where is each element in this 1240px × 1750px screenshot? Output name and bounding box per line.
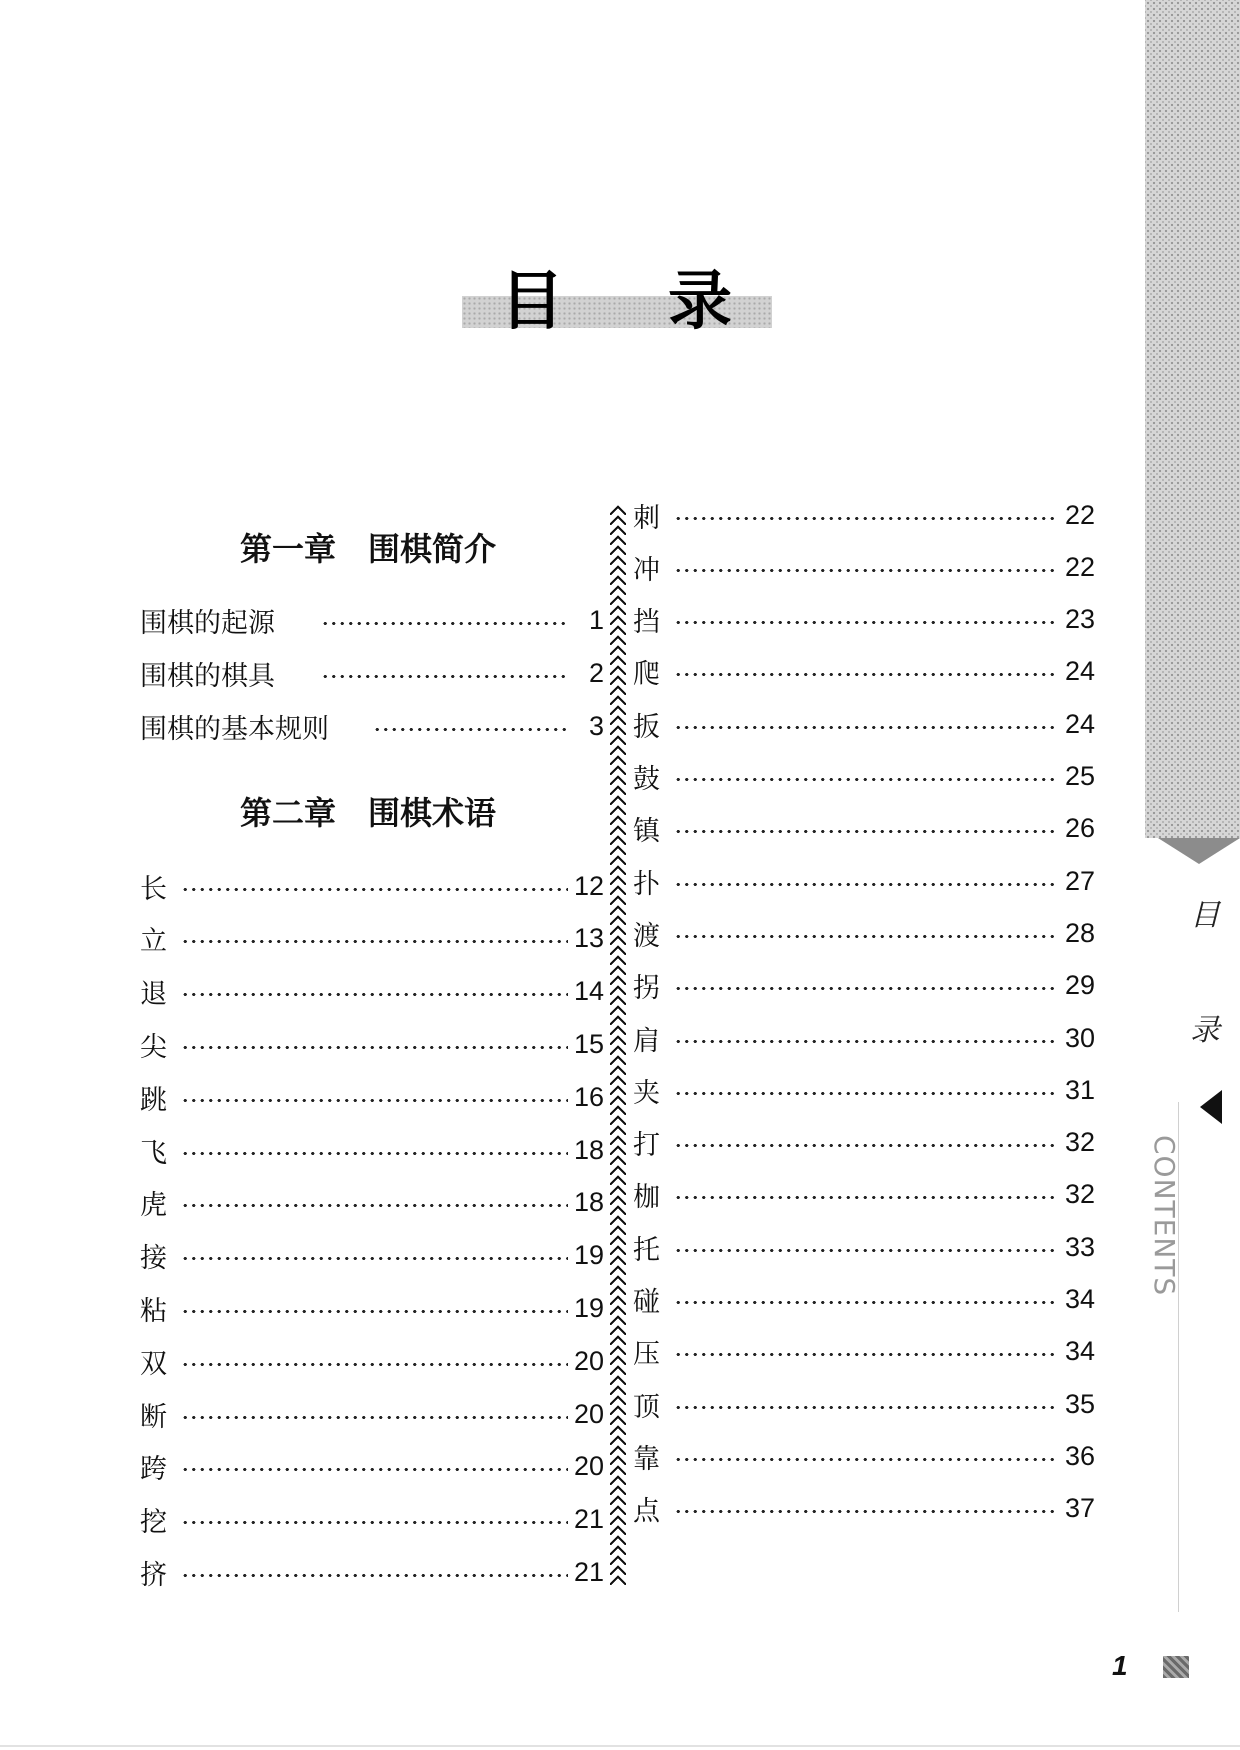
chapter-heading: 第一章 围棋简介 [240, 530, 497, 568]
page-title-char-2: 录 [668, 265, 732, 339]
toc-entry [633, 706, 1095, 742]
dot-leader [674, 935, 1059, 938]
toc-entry [633, 915, 1095, 951]
toc-entry-label: 挡 [633, 607, 660, 639]
toc-entry-page: 34 [1064, 1284, 1095, 1314]
dot-leader [674, 1353, 1059, 1356]
toc-entry-page: 13 [573, 923, 604, 954]
dot-leader [674, 778, 1059, 781]
toc-entry-page: 12 [573, 870, 604, 901]
toc-entry [140, 602, 604, 638]
toc-entry-label: 刺 [633, 502, 660, 534]
toc-entry [633, 1334, 1095, 1370]
toc-entry-page: 15 [573, 1028, 604, 1059]
toc-entry-page: 3 [588, 710, 604, 741]
triangle-left-icon [1200, 1090, 1222, 1124]
toc-entry-page: 19 [573, 1240, 604, 1271]
side-tab-char-2: 录 [1190, 1013, 1220, 1048]
dot-leader [674, 1406, 1059, 1409]
toc-entry [140, 1396, 604, 1432]
toc-entry-page: 24 [1064, 656, 1095, 687]
dot-leader [181, 1468, 568, 1471]
toc-entry-page: 21 [573, 1504, 604, 1535]
toc-entry-page: 24 [1064, 708, 1095, 739]
page-title-char-1: 目 [500, 265, 564, 339]
toc-entry [140, 1502, 604, 1538]
edge-point-decoration [1158, 838, 1240, 864]
dot-leader [674, 517, 1059, 520]
chapter-heading: 第二章 围棋术语 [240, 794, 497, 832]
bottom-rule [0, 1745, 1240, 1747]
edge-texture [1145, 0, 1240, 838]
toc-entry [140, 708, 604, 744]
toc-entry-label: 跳 [140, 1084, 167, 1116]
dot-leader [181, 888, 568, 891]
toc-entry-label: 跨 [140, 1454, 167, 1486]
dot-leader [674, 726, 1059, 729]
dot-leader [674, 621, 1059, 624]
toc-entry [140, 1079, 604, 1115]
toc-entry [633, 602, 1095, 638]
toc-entry [633, 1491, 1095, 1527]
toc-entry-page: 26 [1064, 813, 1095, 844]
toc-entry-label: 拐 [633, 973, 660, 1005]
toc-entry [633, 549, 1095, 585]
toc-entry-page: 23 [1064, 604, 1095, 635]
toc-entry-label: 碰 [633, 1287, 660, 1318]
toc-entry-page: 27 [1064, 865, 1095, 896]
toc-entry-page: 31 [1064, 1074, 1095, 1105]
dot-leader [181, 940, 568, 943]
dot-leader [674, 1458, 1059, 1461]
toc-entry-page: 21 [573, 1556, 604, 1587]
toc-entry [140, 974, 604, 1010]
toc-entry [633, 759, 1095, 795]
toc-entry-label: 围棋的起源 [140, 607, 275, 639]
dot-leader [674, 883, 1059, 886]
dot-leader [674, 1301, 1059, 1304]
dot-leader [321, 622, 568, 625]
toc-entry-page: 20 [573, 1398, 604, 1429]
toc-entry-label: 爬 [633, 659, 660, 691]
dot-leader [674, 1092, 1059, 1095]
toc-entry-page: 32 [1064, 1179, 1095, 1210]
toc-entry-label: 托 [633, 1234, 660, 1266]
toc-entry-label: 围棋的基本规则 [140, 713, 329, 745]
dot-leader [674, 1249, 1059, 1252]
toc-entry-page: 37 [1064, 1493, 1095, 1524]
toc-entry [140, 1449, 604, 1485]
toc-entry-page: 36 [1064, 1440, 1095, 1471]
toc-entry-label: 长 [140, 873, 167, 905]
toc-entry [140, 655, 604, 691]
toc-entry-label: 渡 [633, 920, 660, 952]
toc-entry [633, 1229, 1095, 1265]
toc-entry-label: 压 [633, 1339, 660, 1371]
toc-entry-label: 扑 [633, 868, 660, 900]
toc-entry-label: 点 [633, 1496, 660, 1528]
toc-entry-page: 35 [1064, 1388, 1095, 1419]
dot-leader [674, 1144, 1059, 1147]
toc-entry-label: 镇 [633, 816, 660, 848]
dot-leader [181, 1521, 568, 1524]
toc-entry-page: 32 [1064, 1127, 1095, 1158]
dot-leader [674, 1040, 1059, 1043]
dot-leader [181, 1152, 568, 1155]
dot-leader [674, 1510, 1059, 1513]
toc-entry-label: 断 [140, 1401, 167, 1433]
dot-leader [181, 993, 568, 996]
dot-leader [181, 1099, 568, 1102]
toc-entry-page: 34 [1064, 1336, 1095, 1367]
dot-leader [674, 987, 1059, 990]
toc-entry-label: 顶 [633, 1391, 660, 1423]
toc-entry-page: 16 [573, 1081, 604, 1112]
toc-entry [140, 1554, 604, 1590]
toc-entry-label: 虎 [140, 1190, 167, 1222]
toc-entry [140, 1185, 604, 1221]
toc-entry [140, 921, 604, 957]
dot-leader [181, 1574, 568, 1577]
toc-entry-label: 靠 [633, 1443, 660, 1475]
toc-entry [633, 654, 1095, 690]
page-title [500, 250, 740, 339]
toc-entry-label: 挤 [140, 1559, 167, 1591]
toc-entry-page: 30 [1064, 1022, 1095, 1053]
toc-entry-label: 挖 [140, 1507, 167, 1539]
toc-entry [633, 1386, 1095, 1422]
toc-entry [633, 811, 1095, 847]
toc-entry-page: 22 [1064, 499, 1095, 530]
toc-entry-page: 33 [1064, 1231, 1095, 1262]
chevron-divider [610, 505, 626, 1585]
side-tab-english: CONTENTS [1148, 1135, 1181, 1297]
toc-entry-label: 双 [140, 1348, 167, 1380]
toc-entry [633, 863, 1095, 899]
dot-leader [674, 569, 1059, 572]
toc-entry [633, 1020, 1095, 1056]
toc-entry [633, 1125, 1095, 1161]
toc-entry-label: 冲 [633, 554, 660, 586]
toc-entry-label: 肩 [633, 1025, 660, 1057]
toc-entry [633, 1177, 1095, 1213]
dot-leader [181, 1257, 568, 1260]
toc-entry [633, 968, 1095, 1004]
toc-entry-page: 2 [588, 657, 604, 688]
toc-entry [633, 497, 1095, 533]
side-tab-char-1: 目 [1190, 898, 1220, 933]
toc-entry-page: 19 [573, 1292, 604, 1323]
toc-entry-label: 夹 [633, 1077, 660, 1109]
toc-entry-label: 围棋的棋具 [140, 660, 275, 692]
dot-leader [674, 830, 1059, 833]
toc-entry [140, 1290, 604, 1326]
dot-leader [181, 1046, 568, 1049]
dot-leader [373, 728, 568, 731]
dot-leader [181, 1204, 568, 1207]
toc-entry [140, 868, 604, 904]
toc-entry [140, 1238, 604, 1274]
page-number: 1 [1112, 1650, 1128, 1681]
toc-entry-page: 22 [1064, 551, 1095, 582]
toc-entry-label: 退 [140, 979, 167, 1011]
toc-entry-label: 扳 [633, 711, 660, 743]
toc-entry-label: 飞 [140, 1137, 167, 1169]
dot-leader [181, 1416, 568, 1419]
toc-entry-label: 枷 [633, 1182, 660, 1214]
toc-entry-label: 打 [633, 1130, 660, 1162]
toc-entry-page: 25 [1064, 761, 1095, 791]
toc-entry-label: 粘 [140, 1295, 167, 1327]
dot-leader [181, 1310, 568, 1313]
toc-entry [140, 1343, 604, 1379]
toc-entry [140, 1132, 604, 1168]
toc-entry [633, 1072, 1095, 1108]
dot-leader [181, 1363, 568, 1366]
toc-entry [633, 1438, 1095, 1474]
toc-entry-page: 20 [573, 1451, 604, 1482]
toc-entry-label: 鼓 [633, 764, 660, 795]
toc-entry [140, 1026, 604, 1062]
dot-leader [674, 673, 1059, 676]
toc-entry-label: 尖 [140, 1031, 167, 1063]
toc-entry-page: 1 [588, 604, 604, 635]
toc-entry [633, 1282, 1095, 1318]
toc-entry-page: 14 [573, 976, 604, 1007]
dot-leader [321, 675, 568, 678]
page-corner-square [1163, 1656, 1189, 1678]
toc-entry-page: 18 [573, 1134, 604, 1165]
toc-entry-label: 接 [140, 1243, 167, 1275]
toc-entry-page: 29 [1064, 970, 1095, 1001]
toc-entry-page: 18 [573, 1187, 604, 1218]
toc-entry-page: 28 [1064, 917, 1095, 948]
toc-entry-page: 20 [573, 1345, 604, 1376]
dot-leader [674, 1196, 1059, 1199]
toc-entry-label: 立 [140, 926, 167, 958]
